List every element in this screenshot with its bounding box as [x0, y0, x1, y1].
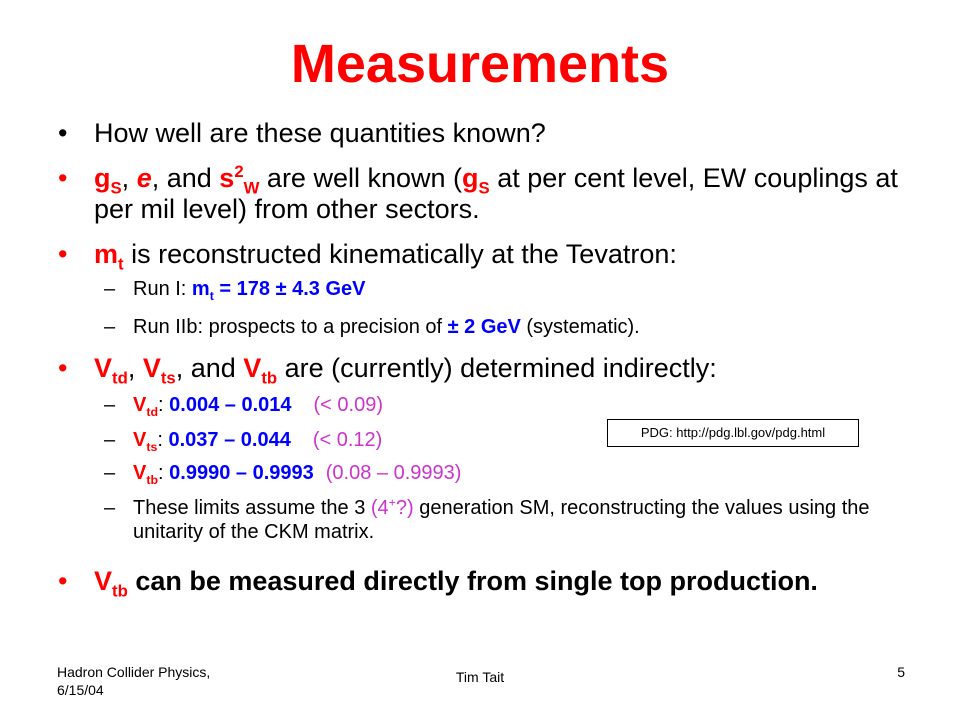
- sub-bullet-run2b: [104, 315, 894, 339]
- sub-bullet-text: $V_{td}$: 0.004 – 0.014 (< 0.09): [133, 394, 383, 419]
- footer-author: Tim Tait: [455, 669, 505, 685]
- bullet-quantities-known: [58, 118, 918, 149]
- sub-bullet-text: These limits assume the 3 (4+?) generation SM, reconstructing the values using the unitarity of the CKM matrix.: [133, 495, 870, 543]
- sub-bullet-marker: –: [104, 497, 116, 519]
- bullet-couplings: [58, 163, 918, 225]
- sub-bullet-marker: –: [104, 394, 116, 416]
- symbol-e: e: [136, 163, 152, 193]
- bullet-text: $m_t$ is reconstructed kinematically at the Tevatron:: [94, 239, 677, 274]
- bullet-text: $g_S$, e, and $s^2_W$ are well known ($g_S$ at per cent level, EW couplings at per mil level) from other sectors.: [94, 162, 898, 224]
- pdg-reference-box: PDG: http://pdg.lbl.gov/pdg.html: [607, 419, 859, 447]
- sub-bullet-text: Run I: $m_t = 178 \pm 4.3$ GeV: [133, 278, 366, 303]
- sub-bullet-vtd: [104, 393, 894, 417]
- sub-bullet-marker: –: [104, 316, 116, 338]
- sub-bullet-run1: [104, 277, 894, 301]
- bullet-marker: •: [58, 353, 68, 383]
- bullet-marker: •: [58, 566, 68, 596]
- bullet-top-mass: [58, 239, 918, 274]
- bullet-marker: •: [58, 118, 68, 148]
- sub-bullet-limits: [104, 496, 894, 544]
- symbol-s2w: $s^2_W$: [219, 162, 260, 198]
- bullet-text: How well are these quantities known?: [94, 118, 546, 148]
- bullet-ckm-elements: [58, 353, 918, 388]
- sub-bullet-marker: –: [104, 278, 116, 300]
- bullet-text: $V_{td}$, $V_{ts}$, and $V_{tb}$ are (currently) determined indirectly:: [94, 353, 717, 388]
- page-number: 5: [897, 664, 905, 680]
- symbol-g2: $g_S$: [462, 163, 490, 198]
- sub-bullet-text: $V_{ts}$: 0.037 – 0.044 (< 0.12): [133, 429, 383, 454]
- sub-bullet-marker: –: [104, 429, 116, 451]
- slide-title: Measurements: [290, 34, 670, 94]
- sub-bullet-vtb: [104, 461, 894, 485]
- footer-event-line2: 6/15/04: [57, 682, 104, 698]
- symbol-mt: $m_t$: [94, 239, 124, 274]
- footer-event-line1: Hadron Collider Physics,: [57, 664, 211, 680]
- bullet-marker: •: [58, 163, 68, 193]
- bullet-marker: •: [58, 239, 68, 269]
- bullet-text: $V_{tb}$ can be measured directly from single top production.: [94, 566, 818, 601]
- sub-bullet-text: $V_{tb}$: 0.9990 – 0.9993 (0.08 – 0.9993): [133, 462, 462, 487]
- symbol-g: $g_S$: [94, 163, 122, 198]
- sub-bullet-marker: –: [104, 462, 116, 484]
- bullet-single-top: [58, 566, 918, 601]
- sub-bullet-text: Run IIb: prospects to a precision of ± 2 GeV (systematic).: [133, 316, 640, 338]
